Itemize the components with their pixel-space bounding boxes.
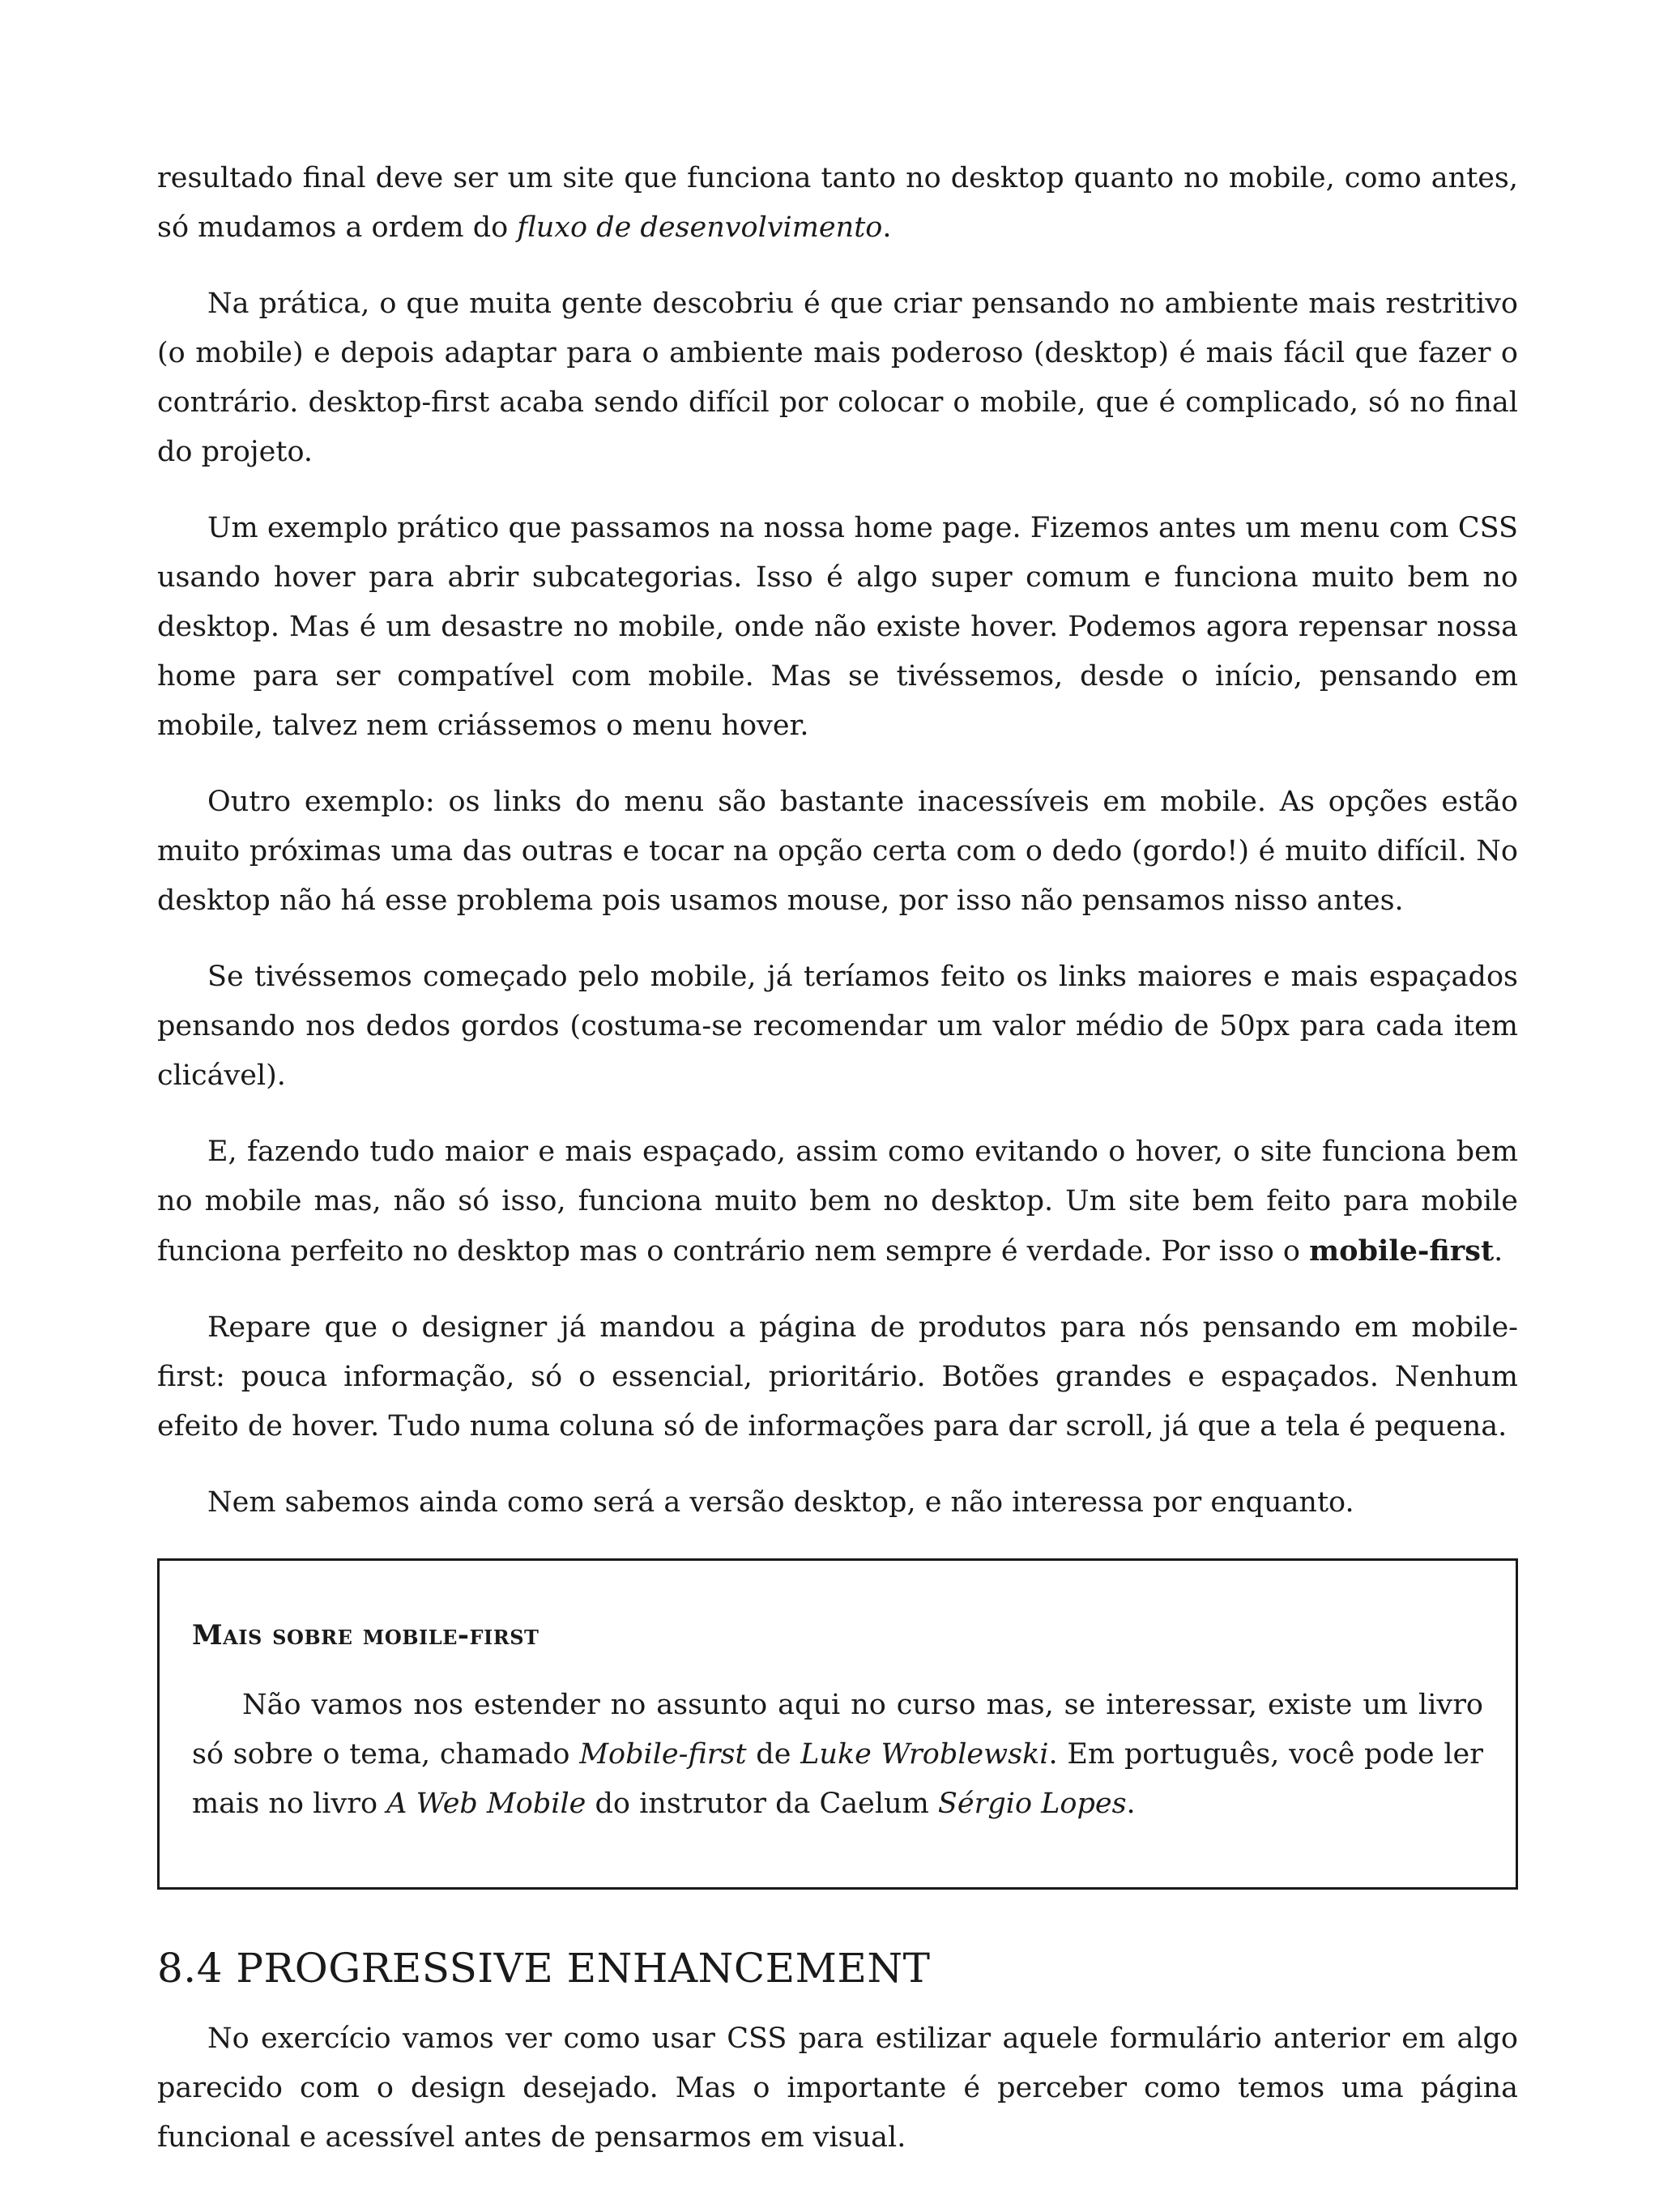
note-box [157, 1558, 1518, 1890]
paragraph-7: Repare que o designer já mandou a página de produtos para nós pensando em mobile-first: pouca informação, só o essencial, prioritário. Botões grandes e espaçados. Nenhum efeito de hover. Tudo numa coluna só de informações para dar scroll, já que a tela é pequena. [157, 1311, 1518, 1443]
paragraph-6 [157, 1127, 1518, 1276]
note-book-title: Mobile-first [579, 1738, 747, 1771]
paragraph-6-end: . [1494, 1235, 1503, 1268]
paragraph-6-text: E, fazendo tudo maior e mais espaçado, assim como evitando o hover, o site funciona bem no mobile mas, não só isso, funciona muito bem no desktop. Um site bem feito para mobile funciona perfeito no desktop mas o contrário nem sempre é verdade. Por isso o [157, 1136, 1518, 1268]
section-paragraph-1: No exercício vamos ver como usar CSS para estilizar aquele formulário anterior em algo parecido com o design desejado. Mas o importante é perceber como temos uma página funcional e acessível antes de pensarmos em visual. [157, 2022, 1518, 2154]
paragraph-8: Nem sabemos ainda como será a versão desktop, e não interessa por enquanto. [207, 1486, 1354, 1519]
note-book-title: A Web Mobile [386, 1788, 586, 1820]
paragraph-6-bold: mobile-first [1309, 1234, 1495, 1268]
section-heading: 8.4 PROGRESSIVE ENHANCEMENT [157, 1945, 931, 1992]
note-body-text: . Em português, você pode ler mais no livro [192, 1738, 1484, 1820]
paragraph-1 [157, 154, 1518, 253]
paragraph-1-text: resultado final deve ser um site que funciona tanto no desktop quanto no mobile, como antes, só mudamos a ordem do [157, 162, 1518, 244]
note-title: Mais sobre mobile-first [192, 1619, 539, 1652]
paragraph-4: Outro exemplo: os links do menu são bastante inacessíveis em mobile. As opções estão muito próximas uma das outras e tocar na opção certa com o dedo (gordo!) é muito difícil. No desktop não há esse problema pois usamos mouse, por isso não pensamos nisso antes. [157, 786, 1518, 917]
note-body-text: . [1126, 1788, 1136, 1820]
paragraph-3: Um exemplo prático que passamos na nossa home page. Fizemos antes um menu com CSS usando hover para abrir subcategorias. Isso é algo super comum e funciona muito bem no desktop. Mas é um desastre no mobile, onde não existe hover. Podemos agora repensar nossa home para ser compatível com mobile. Mas se tivéssemos, desde o início, pensando em mobile, talvez nem criássemos o menu hover. [157, 512, 1518, 742]
paragraph-1-emphasis: fluxo de desenvolvimento [517, 211, 883, 244]
paragraph-5: Se tivéssemos começado pelo mobile, já teríamos feito os links maiores e mais espaçados pensando nos dedos gordos (costuma-se recomendar um valor médio de 50px para cada item clicável). [157, 961, 1518, 1092]
paragraph-1-end: . [882, 211, 892, 244]
note-body-text: do instrutor da Caelum [586, 1788, 938, 1820]
note-body-text: de [746, 1738, 801, 1771]
note-body-text: Não vamos nos estender no assunto aqui no curso mas, se interessar, existe um livro só sobre o tema, chamado [192, 1689, 1483, 1771]
paragraph-2: Na prática, o que muita gente descobriu é que criar pensando no ambiente mais restritivo (o mobile) e depois adaptar para o ambiente mais poderoso (desktop) é mais fácil que fazer o contrário. desktop-first acaba sendo difícil por colocar o mobile, que é complicado, só no final do projeto. [157, 288, 1518, 468]
note-body [192, 1681, 1483, 1829]
note-author-name: Sérgio Lopes [937, 1788, 1127, 1820]
document-page [157, 154, 1518, 2163]
note-author-name: Luke Wroblewski [800, 1738, 1049, 1771]
